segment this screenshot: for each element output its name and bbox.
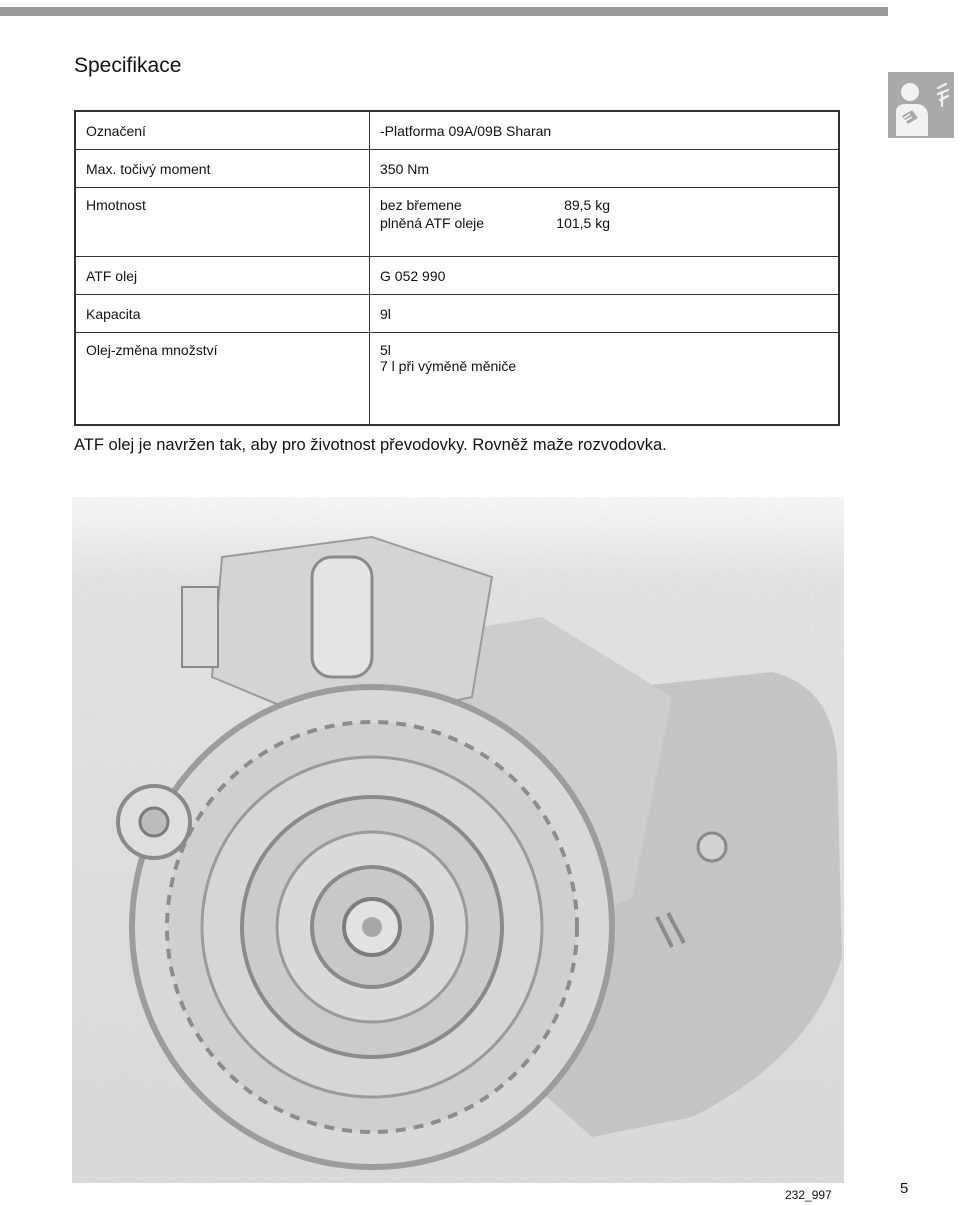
specification-table (74, 110, 840, 426)
designation-value: -Platforma 09A/09B Sharan (370, 111, 840, 150)
mass-empty-value: 89,5 kg (564, 197, 610, 213)
page-title: Specifikace (74, 54, 182, 77)
table-row (75, 257, 839, 295)
oil-change-line-1: 5l (380, 342, 391, 358)
capacity-label: Kapacita (75, 295, 370, 333)
table-row (75, 188, 839, 257)
atf-label: ATF olej (75, 257, 370, 295)
oil-change-line-2: 7 l při výměně měniče (380, 358, 517, 374)
atf-note: ATF olej je navržen tak, aby pro životnost převodovky. Rovněž maže rozvodovka. (74, 436, 667, 454)
table-row (75, 333, 839, 426)
table-row (75, 295, 839, 333)
torque-value: 350 Nm (370, 150, 840, 188)
table-row (75, 111, 839, 150)
oil-change-values (370, 333, 840, 426)
oil-change-label: Olej-změna množství (75, 333, 370, 426)
mass-filled-condition: plněná ATF oleje (380, 215, 485, 231)
capacity-value: 9l (370, 295, 840, 333)
service-person-icon (888, 72, 954, 138)
figure-id: 232_997 (785, 1188, 832, 1202)
mass-filled-value: 101,5 kg (556, 215, 610, 231)
table-row (75, 150, 839, 188)
designation-label: Označení (75, 111, 370, 150)
page-number: 5 (900, 1180, 909, 1197)
mass-values (370, 188, 840, 257)
atf-value: G 052 990 (370, 257, 840, 295)
mass-label: Hmotnost (75, 188, 370, 257)
transmission-illustration (72, 497, 844, 1183)
mass-empty-condition: bez břemene (380, 197, 462, 213)
header-bar (0, 7, 888, 16)
torque-label: Max. točivý moment (75, 150, 370, 188)
